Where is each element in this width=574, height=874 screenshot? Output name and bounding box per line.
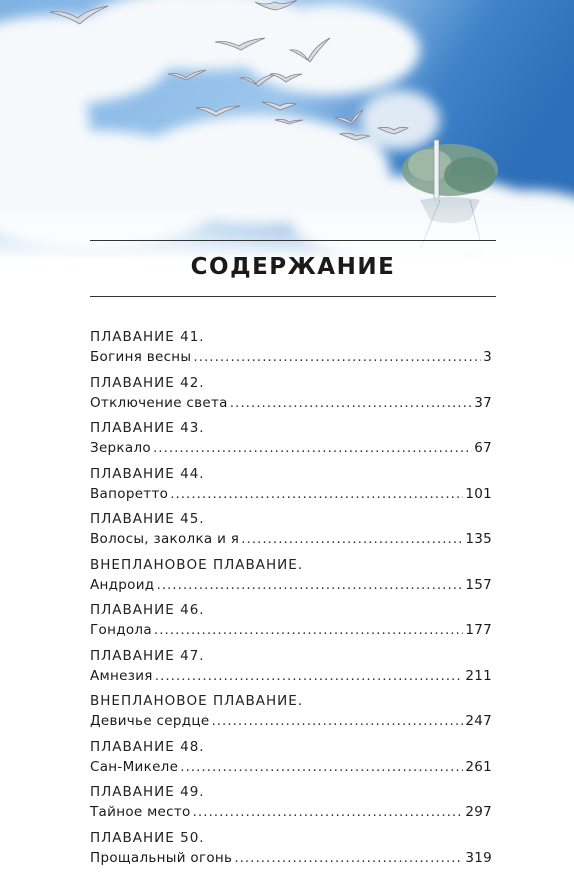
toc-entry[interactable] xyxy=(90,510,492,556)
toc-entry[interactable] xyxy=(90,601,492,647)
toc-chapter-label: ПЛАВАНИЕ 46. xyxy=(90,601,492,620)
toc-entry[interactable] xyxy=(90,783,492,829)
toc-page-number: 157 xyxy=(465,576,492,595)
toc-page-number: 211 xyxy=(465,667,492,686)
toc-chapter-title: Амнезия xyxy=(90,667,153,686)
toc-leader-dots xyxy=(211,712,463,731)
toc-leader-dots xyxy=(180,758,463,777)
toc-chapter-label: ПЛАВАНИЕ 45. xyxy=(90,510,492,529)
toc-chapter-title: Андроид xyxy=(90,576,154,595)
toc-page-number: 261 xyxy=(465,758,492,777)
toc-chapter-title: Богиня весны xyxy=(90,348,191,367)
toc-entry[interactable] xyxy=(90,829,492,874)
toc-leader-dots xyxy=(230,394,472,413)
toc-leader-dots xyxy=(170,485,463,504)
toc-entry[interactable] xyxy=(90,556,492,602)
sky-artwork xyxy=(0,0,574,260)
toc-chapter-label: ПЛАВАНИЕ 50. xyxy=(90,829,492,848)
toc-page-number: 177 xyxy=(465,621,492,640)
sky-illustration xyxy=(0,0,574,260)
toc-page-number: 297 xyxy=(465,803,492,822)
toc-chapter-label: ВНЕПЛАНОВОЕ ПЛАВАНИЕ. xyxy=(90,692,492,711)
toc-entry[interactable] xyxy=(90,738,492,784)
toc-page-number: 3 xyxy=(483,348,492,367)
toc-chapter-label: ПЛАВАНИЕ 41. xyxy=(90,328,492,347)
toc-chapter-label: ВНЕПЛАНОВОЕ ПЛАВАНИЕ. xyxy=(90,556,492,575)
toc-leader-dots xyxy=(156,576,463,595)
toc-chapter-title: Отключение света xyxy=(90,394,228,413)
toc-page-number: 247 xyxy=(465,712,492,731)
toc-entry[interactable] xyxy=(90,374,492,420)
toc-chapter-label: ПЛАВАНИЕ 49. xyxy=(90,783,492,802)
toc-leader-dots xyxy=(234,849,463,868)
toc-leader-dots xyxy=(153,439,472,458)
toc-entry[interactable] xyxy=(90,465,492,511)
title-rule-bottom xyxy=(90,296,496,297)
toc-page-number: 319 xyxy=(465,849,492,868)
title-block xyxy=(90,240,496,298)
toc-chapter-title: Зеркало xyxy=(90,439,151,458)
toc-chapter-title: Гондола xyxy=(90,621,152,640)
toc-chapter-title: Сан-Микеле xyxy=(90,758,178,777)
toc-entry[interactable] xyxy=(90,692,492,738)
table-of-contents xyxy=(90,328,492,874)
toc-entry[interactable] xyxy=(90,647,492,693)
toc-chapter-label: ПЛАВАНИЕ 43. xyxy=(90,419,492,438)
toc-leader-dots xyxy=(154,621,463,640)
toc-chapter-title: Тайное место xyxy=(90,803,191,822)
toc-chapter-title: Девичье сердце xyxy=(90,712,209,731)
toc-entry[interactable] xyxy=(90,419,492,465)
toc-chapter-title: Вапоретто xyxy=(90,485,168,504)
toc-page-number: 135 xyxy=(465,530,492,549)
toc-page-number: 101 xyxy=(465,485,492,504)
toc-chapter-label: ПЛАВАНИЕ 44. xyxy=(90,465,492,484)
toc-chapter-label: ПЛАВАНИЕ 42. xyxy=(90,374,492,393)
toc-leader-dots xyxy=(155,667,464,686)
toc-chapter-label: ПЛАВАНИЕ 47. xyxy=(90,647,492,666)
toc-page-number: 67 xyxy=(474,439,492,458)
toc-chapter-label: ПЛАВАНИЕ 48. xyxy=(90,738,492,757)
toc-chapter-title: Прощальный огонь xyxy=(90,849,232,868)
toc-leader-dots xyxy=(193,803,464,822)
title-rule-top xyxy=(90,240,496,241)
toc-page-number: 37 xyxy=(474,394,492,413)
page-title: СОДЕРЖАНИЕ xyxy=(90,254,496,280)
toc-chapter-title: Волосы, заколка и я xyxy=(90,530,239,549)
toc-leader-dots xyxy=(193,348,481,367)
toc-leader-dots xyxy=(241,530,463,549)
toc-entry[interactable] xyxy=(90,328,492,374)
